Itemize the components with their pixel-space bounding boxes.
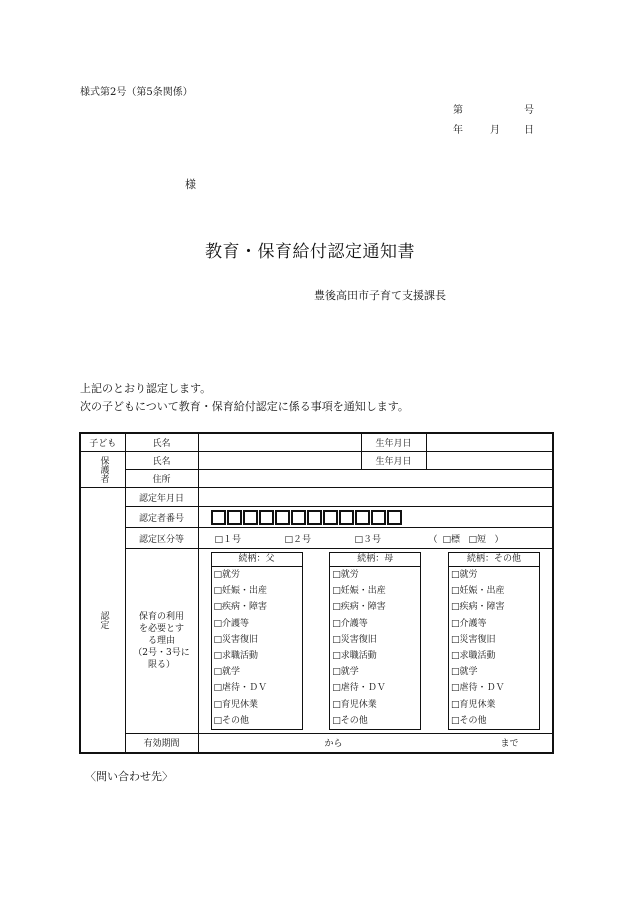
guardian-label-cell [80, 452, 125, 488]
cert-number-field[interactable] [198, 507, 553, 528]
reason-option[interactable]: □その他 [213, 715, 250, 726]
class-option-2[interactable]: □２号 [284, 534, 312, 545]
valid-period-row [80, 733, 553, 753]
class-extra-open: （ [428, 534, 438, 545]
guardian-address-field[interactable] [198, 470, 553, 488]
guardian-address-row [80, 470, 553, 488]
reason-option[interactable]: □介護等 [332, 618, 368, 629]
reason-option[interactable]: □疾病・障害 [213, 602, 268, 613]
reason-label-line: （2号・3号に [133, 648, 190, 658]
valid-period-label: 有効期間 [125, 733, 198, 753]
reason-option[interactable]: □求職活動 [213, 650, 259, 661]
digit-box[interactable] [259, 510, 274, 525]
reason-option[interactable]: □就労 [451, 570, 478, 580]
reason-label-line: 限る） [147, 660, 175, 671]
cert-class-label: 認定区分等 [125, 528, 198, 549]
reason-option[interactable]: □求職活動 [332, 650, 377, 661]
reason-option[interactable]: □妊娠・出産 [451, 586, 505, 597]
class-standard-option[interactable]: □標 [442, 534, 461, 545]
digit-box[interactable] [371, 510, 386, 525]
certification-table [79, 432, 554, 754]
child-birth-label: 生年月日 [361, 433, 426, 452]
recipient-suffix: 様 [185, 178, 196, 191]
guardian-name-field[interactable] [198, 452, 361, 470]
reason-option[interactable]: □育児休業 [213, 699, 259, 710]
reason-label-line: 保育の利用 [138, 611, 184, 622]
digit-box[interactable] [275, 510, 290, 525]
cert-date-row [80, 488, 553, 507]
reason-option[interactable]: □育児休業 [332, 699, 377, 710]
guardian-name-row [80, 452, 553, 470]
digit-box[interactable] [355, 510, 370, 525]
reason-option[interactable]: □妊娠・出産 [332, 586, 386, 597]
reason-row [80, 549, 553, 734]
reason-field [198, 549, 553, 734]
reason-column-header: 続柄：父 [212, 553, 302, 567]
reason-label-cell [125, 549, 198, 734]
reason-option[interactable]: □就学 [213, 667, 241, 678]
document-title: 教育・保育給付認定通知書 [205, 242, 415, 262]
reason-column-father [211, 552, 303, 730]
guardian-birth-label: 生年月日 [361, 452, 426, 470]
digit-box[interactable] [323, 510, 338, 525]
reason-option[interactable]: □災害復旧 [332, 634, 377, 645]
child-name-label: 氏名 [125, 433, 198, 452]
cert-number-row [80, 507, 553, 528]
reason-column-mother [329, 552, 421, 730]
date-month: 月 [490, 125, 500, 136]
digit-box[interactable] [243, 510, 258, 525]
reason-option[interactable]: □介護等 [213, 618, 250, 629]
class-option-1[interactable]: □１号 [214, 534, 242, 545]
child-birth-field[interactable] [426, 433, 553, 452]
issuer: 豊後高田市子育て支援課長 [314, 289, 446, 302]
reason-option[interactable]: □虐待・ＤＶ [213, 683, 268, 694]
reason-option[interactable]: □疾病・障害 [451, 602, 505, 613]
cert-class-field [198, 528, 553, 549]
reason-option[interactable]: □求職活動 [451, 650, 496, 661]
doc-number-prefix: 第 [453, 105, 463, 116]
child-label: 子ども [80, 433, 125, 452]
cert-label: 認定 [98, 610, 109, 629]
intro-line-2: 次の子どもについて教育・保育給付認定に係る事項を通知します。 [80, 400, 409, 413]
intro-line-1: 上記のとおり認定します。 [80, 382, 212, 395]
reason-option[interactable]: □妊娠・出産 [213, 586, 268, 597]
doc-number-suffix: 号 [524, 105, 534, 116]
cert-date-label: 認定年月日 [125, 488, 198, 507]
digit-box[interactable] [387, 510, 402, 525]
child-row [80, 433, 553, 452]
reason-option[interactable]: □就労 [332, 570, 359, 580]
reason-column-header: 続柄：その他 [449, 553, 539, 567]
contact-heading: 〈問い合わせ先〉 [85, 770, 173, 783]
reason-option[interactable]: □災害復旧 [213, 634, 259, 645]
cert-date-field[interactable] [198, 488, 553, 507]
reason-option[interactable]: □就労 [213, 570, 241, 580]
reason-column-other [448, 552, 540, 730]
date-year: 年 [453, 125, 463, 136]
valid-period-field[interactable] [198, 733, 553, 753]
digit-box[interactable] [227, 510, 242, 525]
reason-option[interactable]: □就学 [451, 667, 478, 678]
reason-option[interactable]: □介護等 [451, 618, 487, 629]
reason-option[interactable]: □疾病・障害 [332, 602, 386, 613]
cert-number-label: 認定者番号 [125, 507, 198, 528]
class-option-3[interactable]: □３号 [354, 534, 382, 545]
guardian-birth-field[interactable] [426, 452, 553, 470]
digit-box[interactable] [291, 510, 306, 525]
reason-label-line: る理由 [147, 635, 175, 646]
valid-to-text: まで [500, 739, 519, 750]
digit-box[interactable] [339, 510, 354, 525]
cert-class-row [80, 528, 553, 549]
date-day: 日 [524, 125, 534, 136]
reason-column-header: 続柄：母 [330, 553, 420, 567]
digit-box[interactable] [307, 510, 322, 525]
reason-option[interactable]: □災害復旧 [451, 634, 496, 645]
class-short-option[interactable]: □短 [468, 534, 487, 545]
guardian-label: 保護者 [98, 456, 109, 483]
guardian-address-label: 住所 [125, 470, 198, 488]
guardian-name-label: 氏名 [125, 452, 198, 470]
reason-option[interactable]: □その他 [451, 715, 487, 726]
reason-option[interactable]: □虐待・ＤＶ [332, 683, 386, 694]
digit-box[interactable] [211, 510, 226, 525]
reason-label-line: を必要とす [138, 623, 184, 634]
reason-option[interactable]: □育児休業 [451, 699, 496, 710]
form-number: 様式第2号（第5条関係） [80, 87, 193, 98]
valid-from-text: から [324, 739, 343, 750]
reason-option[interactable]: □就学 [332, 667, 359, 678]
reason-option[interactable]: □虐待・ＤＶ [451, 683, 505, 694]
reason-option[interactable]: □その他 [332, 715, 368, 726]
cert-label-cell [80, 488, 125, 753]
child-name-field[interactable] [198, 433, 361, 452]
class-extra-close: ） [494, 534, 504, 545]
